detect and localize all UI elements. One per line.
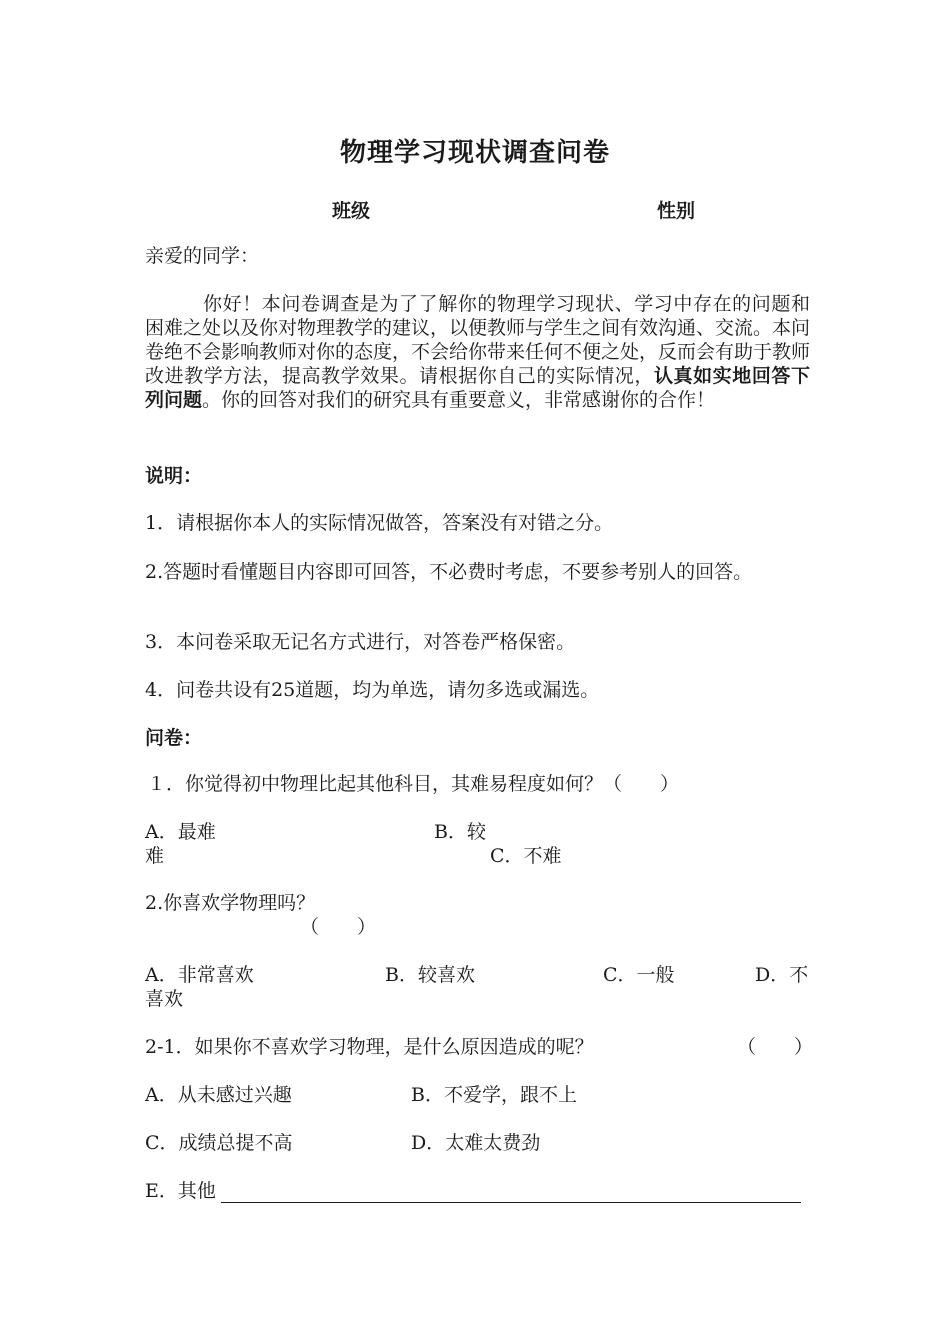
option-c: C．不难 (490, 845, 562, 867)
option-d: D．不 (755, 964, 809, 986)
question-2-answer-paren: （ ） (300, 916, 377, 938)
question-2-1-options-row2 (145, 1131, 810, 1157)
other-fill-in-line[interactable] (221, 1202, 801, 1203)
option-b: B．不爱学，跟不上 (411, 1084, 577, 1106)
questionnaire-heading: 问卷： (145, 727, 203, 749)
class-label: 班级 (332, 200, 371, 222)
note-item: 3．本问卷采取无记名方式进行，对答卷严格保密。 (145, 631, 576, 653)
notes-heading: 说明： (145, 465, 203, 487)
option-b: B．较 (434, 821, 486, 843)
intro-paragraph (145, 292, 810, 412)
question-2: 2.你喜欢学物理吗？ (145, 892, 316, 914)
option-c: C．成绩总提不高 (145, 1132, 293, 1154)
intro-text-part2: 。你的回答对我们的研究具有重要意义，非常感谢你的合作！ (202, 389, 716, 411)
note-item: 1．请根据你本人的实际情况做答，答案没有对错之分。 (145, 512, 614, 534)
question-2-1-answer-paren: （ ） (737, 1036, 814, 1058)
intro-text-part1: 你好！本问卷调查是为了了解你的物理学习现状、学习中存在的问题和困难之处以及你对物理教学的建议，以便教师与学生之间有效沟通、交流。本问卷绝不会影响教师对你的态度，不会给你带来任何不便之处，反而会有助于教师改进教学方法，提高教学效果。请根据你自己的实际情况， (145, 293, 811, 387)
salutation: 亲爱的同学： (145, 245, 260, 267)
question-1-options (145, 820, 810, 870)
intro-emphasis: 认真如实地回答下列问题 (145, 365, 810, 411)
note-item: 2.答题时看懂题目内容即可回答，不必费时考虑，不要参考别人的回答。 (145, 561, 753, 583)
option-b-wrap: 难 (145, 845, 165, 867)
question-1: １．你觉得初中物理比起其他科目，其难易程度如何？（ ） (147, 773, 680, 795)
question-2-1-text: 2-1．如果你不喜欢学习物理，是什么原因造成的呢？ (145, 1036, 594, 1058)
option-e: E．其他 (145, 1180, 216, 1202)
question-2-options (145, 963, 810, 1013)
option-c: C．一般 (603, 964, 675, 986)
note-item: 4．问卷共设有25道题，均为单选，请勿多选或漏选。 (145, 679, 600, 701)
option-a: A．最难 (145, 821, 216, 843)
question-2-1 (145, 1035, 814, 1061)
option-b: B．较喜欢 (385, 964, 475, 986)
question-2-1-options-row1 (145, 1083, 810, 1109)
option-a: A．从未感过兴趣 (145, 1084, 292, 1106)
option-d-wrap: 喜欢 (145, 988, 184, 1010)
option-d: D．太难太费劲 (411, 1132, 541, 1154)
option-a: A．非常喜欢 (145, 964, 254, 986)
question-2-1-options-row3 (145, 1179, 810, 1205)
document-title: 物理学习现状调查问卷 (339, 138, 610, 168)
gender-label: 性别 (657, 200, 696, 222)
